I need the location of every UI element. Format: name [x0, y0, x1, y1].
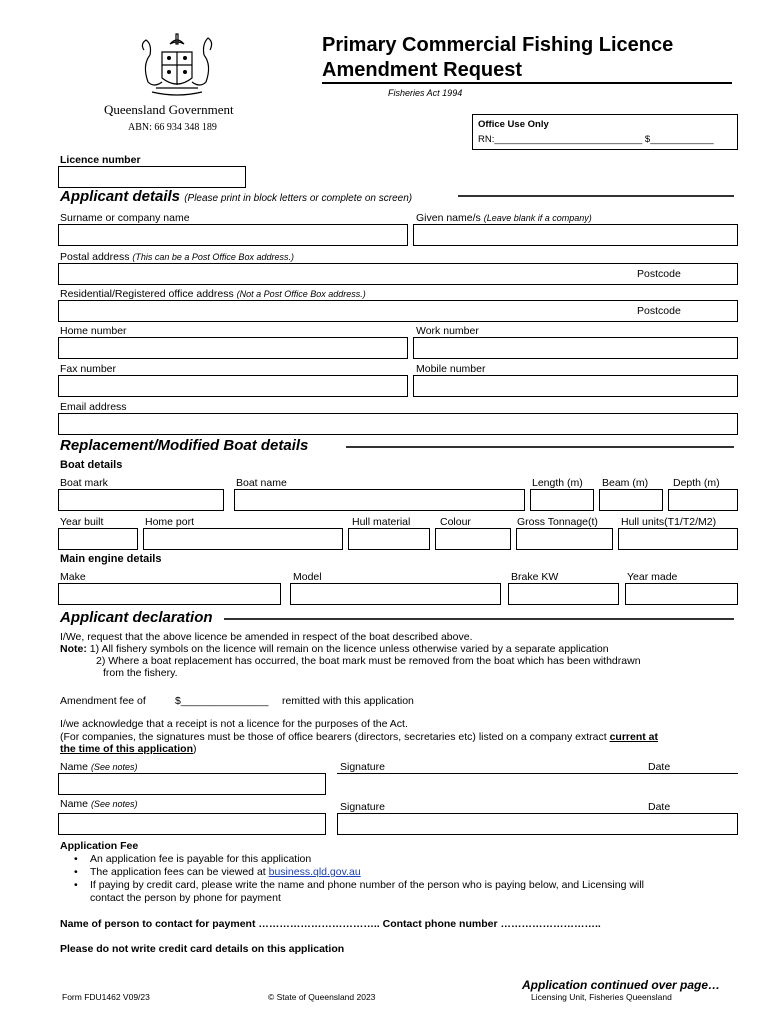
- name1-label: Name (See notes): [60, 761, 138, 773]
- year-made-input[interactable]: [625, 583, 738, 605]
- postal-address-input[interactable]: [58, 263, 738, 285]
- hull-material-input[interactable]: [348, 528, 430, 550]
- companies-note-2: the time of this application): [60, 743, 197, 755]
- hull-units-label: Hull units(T1/T2/M2): [621, 516, 717, 528]
- depth-label: Depth (m): [673, 477, 720, 489]
- fee-bullet-3: • If paying by credit card, please write the name and phone number of the person who is paying below, and Licensing will contact the person by phone for payment: [60, 879, 740, 905]
- surname-input[interactable]: [58, 224, 408, 246]
- postcode-label: Postcode: [637, 268, 681, 280]
- engine-heading: Main engine details: [60, 553, 162, 565]
- length-label: Length (m): [532, 477, 583, 489]
- act-reference: Fisheries Act 1994: [388, 88, 463, 98]
- depth-input[interactable]: [668, 489, 738, 511]
- no-credit-card-notice: Please do not write credit card details on this application: [60, 943, 345, 955]
- mobile-number-input[interactable]: [413, 375, 738, 397]
- application-fee-heading: Application Fee: [60, 840, 139, 852]
- length-input[interactable]: [530, 489, 594, 511]
- year-built-label: Year built: [60, 516, 104, 528]
- declaration-statement: I/We, request that the above licence be amended in respect of the boat described above.: [60, 631, 473, 643]
- year-made-label: Year made: [627, 571, 678, 583]
- home-port-label: Home port: [145, 516, 195, 528]
- licence-number-input[interactable]: [58, 166, 246, 188]
- email-label: Email address: [60, 401, 127, 413]
- home-number-input[interactable]: [58, 337, 408, 359]
- name1-input[interactable]: [58, 773, 326, 795]
- amendment-fee-suffix: remitted with this application: [282, 695, 414, 707]
- declaration-note-2b: from the fishery.: [103, 667, 178, 679]
- year-built-input[interactable]: [58, 528, 138, 550]
- beam-label: Beam (m): [602, 477, 649, 489]
- boat-name-input[interactable]: [234, 489, 525, 511]
- fee-bullet-1: • An application fee is payable for this application: [60, 853, 740, 866]
- fee-bullets: [60, 853, 740, 905]
- name2-label: Name (See notes): [60, 798, 138, 810]
- section-divider: [346, 446, 734, 448]
- title-underline: [322, 82, 732, 84]
- colour-input[interactable]: [435, 528, 511, 550]
- unit-name: Licensing Unit, Fisheries Queensland: [531, 992, 672, 1002]
- companies-note: (For companies, the signatures must be those of office bearers (directors, secretaries etc) listed on a company extract current at: [60, 731, 658, 743]
- date1-label: Date: [648, 761, 671, 773]
- postal-address-label: Postal address (This can be a Post Office Box address.): [60, 251, 294, 263]
- office-use-rn: RN:____________________________ $____________: [478, 134, 714, 145]
- copyright: © State of Queensland 2023: [268, 992, 376, 1002]
- boat-details-subheading: Boat details: [60, 459, 123, 471]
- section-divider: [224, 618, 734, 620]
- signature2-input[interactable]: [337, 813, 738, 835]
- section-divider: [458, 195, 734, 197]
- signature2-label: Signature: [340, 801, 385, 813]
- hull-units-input[interactable]: [618, 528, 738, 550]
- logo-wordmark: Queensland Government: [104, 102, 234, 117]
- amendment-fee-field[interactable]: $_______________: [175, 695, 269, 707]
- queensland-crest-logo: [132, 30, 222, 100]
- brake-kw-label: Brake KW: [511, 571, 559, 583]
- form-title-line1: Primary Commercial Fishing Licence: [322, 34, 674, 56]
- applicant-details-heading: Applicant details (Please print in block letters or complete on screen): [60, 188, 413, 205]
- licence-number-label: Licence number: [60, 154, 141, 166]
- make-label: Make: [60, 571, 86, 583]
- office-use-title: Office Use Only: [478, 119, 549, 130]
- declaration-note-2: 2) Where a boat replacement has occurred, the boat mark must be removed from the boat which has been withdrawn: [96, 655, 641, 667]
- fee-bullet-2: • The application fees can be viewed at business.qld.gov.au: [60, 866, 740, 879]
- office-use-box: [472, 114, 738, 150]
- gross-tonnage-input[interactable]: [516, 528, 613, 550]
- form-title-line2: Amendment Request: [322, 59, 523, 81]
- email-input[interactable]: [58, 413, 738, 435]
- contact-for-payment[interactable]: Name of person to contact for payment …………………………….. Contact phone number ………………………..: [60, 918, 601, 930]
- signature1-input[interactable]: [337, 773, 738, 795]
- hull-material-label: Hull material: [352, 516, 411, 528]
- home-number-label: Home number: [60, 325, 127, 337]
- declaration-note-1: Note: 1) All fishery symbols on the licence will remain on the licence unless otherwise varied by a separate application: [60, 643, 609, 655]
- home-port-input[interactable]: [143, 528, 343, 550]
- date2-label: Date: [648, 801, 671, 813]
- boat-details-heading: Replacement/Modified Boat details: [60, 437, 309, 454]
- model-label: Model: [293, 571, 322, 583]
- work-number-label: Work number: [416, 325, 479, 337]
- name2-input[interactable]: [58, 813, 326, 835]
- given-names-input[interactable]: [413, 224, 738, 246]
- fax-number-label: Fax number: [60, 363, 117, 375]
- model-input[interactable]: [290, 583, 501, 605]
- surname-label: Surname or company name: [60, 212, 190, 224]
- mobile-number-label: Mobile number: [416, 363, 486, 375]
- boat-mark-input[interactable]: [58, 489, 224, 511]
- boat-mark-label: Boat mark: [60, 477, 108, 489]
- postcode-label-2: Postcode: [637, 305, 681, 317]
- brake-kw-input[interactable]: [508, 583, 619, 605]
- amendment-fee-label: Amendment fee of: [60, 695, 146, 707]
- residential-address-label: Residential/Registered office address (Not a Post Office Box address.): [60, 288, 366, 300]
- acknowledgement-text: I/we acknowledge that a receipt is not a licence for the purposes of the Act.: [60, 718, 408, 730]
- continued-notice: Application continued over page…: [522, 978, 721, 992]
- given-names-label: Given name/s (Leave blank if a company): [416, 212, 592, 224]
- residential-address-input[interactable]: [58, 300, 738, 322]
- make-input[interactable]: [58, 583, 281, 605]
- business-qld-link[interactable]: business.qld.gov.au: [268, 866, 361, 878]
- work-number-input[interactable]: [413, 337, 738, 359]
- abn-text: ABN: 66 934 348 189: [128, 122, 217, 133]
- beam-input[interactable]: [599, 489, 663, 511]
- fax-number-input[interactable]: [58, 375, 408, 397]
- form-code: Form FDU1462 V09/23: [62, 992, 150, 1002]
- gross-tonnage-label: Gross Tonnage(t): [517, 516, 598, 528]
- declaration-heading: Applicant declaration: [60, 609, 213, 626]
- colour-label: Colour: [440, 516, 471, 528]
- boat-name-label: Boat name: [236, 477, 287, 489]
- signature1-label: Signature: [340, 761, 385, 773]
